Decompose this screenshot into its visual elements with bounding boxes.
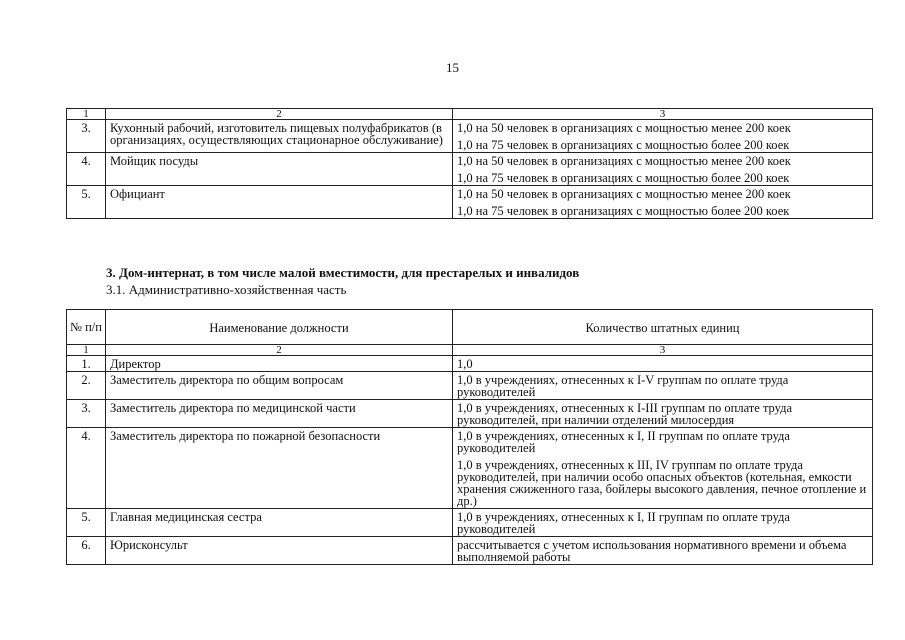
staff-count-value: 1,0 на 50 человек в организациях с мощностью менее 200 коек [457, 121, 791, 135]
staff-count: 1,0 в учреждениях, отнесенных к I-III группам по оплате труда руководителей, при наличии отделений милосердия [453, 400, 873, 428]
staff-count [453, 428, 873, 509]
position-name: Директор [106, 356, 453, 372]
table-row [67, 400, 873, 428]
staff-count-value: 1,0 на 75 человек в организациях с мощностью более 200 коек [457, 171, 790, 185]
column-index: 2 [106, 345, 453, 356]
staff-count [453, 186, 873, 219]
page-number: 15 [446, 60, 459, 75]
staff-count-value: 1,0 в учреждениях, отнесенных к III, IV группам по оплате труда руководителей, при наличии особо опасных объектов (котельная, емкости хранения сжиженного газа, бойлеры высокого давления, печное отопление и др.) [457, 458, 867, 508]
position-name: Мойщик посуды [106, 153, 453, 186]
staff-count-value: 1,0 в учреждениях, отнесенных к I, II группам по оплате труда руководителей [457, 429, 790, 455]
staff-count [453, 153, 873, 186]
row-number: 4. [67, 153, 106, 186]
table-row [67, 186, 873, 219]
row-number: 6. [67, 537, 106, 565]
table-row [67, 356, 873, 372]
table-row [67, 428, 873, 509]
staff-count: 1,0 в учреждениях, отнесенных к I-V группам по оплате труда руководителей [453, 372, 873, 400]
staff-count: рассчитывается с учетом использования нормативного времени и объема выполняемой работы [453, 537, 873, 565]
position-name: Заместитель директора по пожарной безопасности [106, 428, 453, 509]
table-row [67, 153, 873, 186]
row-number: 5. [67, 186, 106, 219]
staffing-table [66, 309, 873, 565]
staff-count-value: 1,0 на 50 человек в организациях с мощностью менее 200 коек [457, 154, 791, 168]
column-index: 2 [106, 109, 453, 120]
column-index: 3 [453, 109, 873, 120]
staff-count-value: 1,0 на 75 человек в организациях с мощностью более 200 коек [457, 138, 790, 152]
column-index-row [67, 109, 873, 120]
column-index: 1 [67, 345, 106, 356]
position-name: Заместитель директора по медицинской части [106, 400, 453, 428]
header-number: № п/п [67, 310, 106, 345]
staff-count: 1,0 в учреждениях, отнесенных к I, II группам по оплате труда руководителей [453, 509, 873, 537]
row-number: 4. [67, 428, 106, 509]
position-name: Заместитель директора по общим вопросам [106, 372, 453, 400]
table-row [67, 537, 873, 565]
row-number: 1. [67, 356, 106, 372]
staff-count: 1,0 [453, 356, 873, 372]
staffing-table-continued [66, 108, 873, 219]
position-name: Официант [106, 186, 453, 219]
staff-count [453, 120, 873, 153]
header-row [67, 310, 873, 345]
row-number: 5. [67, 509, 106, 537]
column-index: 3 [453, 345, 873, 356]
position-name [106, 120, 453, 153]
position-name: Юрисконсульт [106, 537, 453, 565]
section-title: 3. Дом-интернат, в том числе малой вместимости, для престарелых и инвалидов [106, 265, 580, 280]
header-staff-count: Количество штатных единиц [453, 310, 873, 345]
section-subtitle: 3.1. Административно-хозяйственная часть [106, 282, 347, 297]
table-row [67, 120, 873, 153]
row-number: 2. [67, 372, 106, 400]
position-name-text: Кухонный рабочий, изготовитель пищевых полуфабрикатов (в организациях, осуществляющих стационарное обслуживание) [110, 121, 443, 147]
staff-count-value: 1,0 на 75 человек в организациях с мощностью более 200 коек [457, 204, 790, 218]
staff-count-value: 1,0 на 50 человек в организациях с мощностью менее 200 коек [457, 187, 791, 201]
table-row [67, 372, 873, 400]
position-name: Главная медицинская сестра [106, 509, 453, 537]
table-row [67, 509, 873, 537]
column-index: 1 [67, 109, 106, 120]
row-number: 3. [67, 120, 106, 153]
header-position-name: Наименование должности [106, 310, 453, 345]
row-number: 3. [67, 400, 106, 428]
column-index-row [67, 345, 873, 356]
